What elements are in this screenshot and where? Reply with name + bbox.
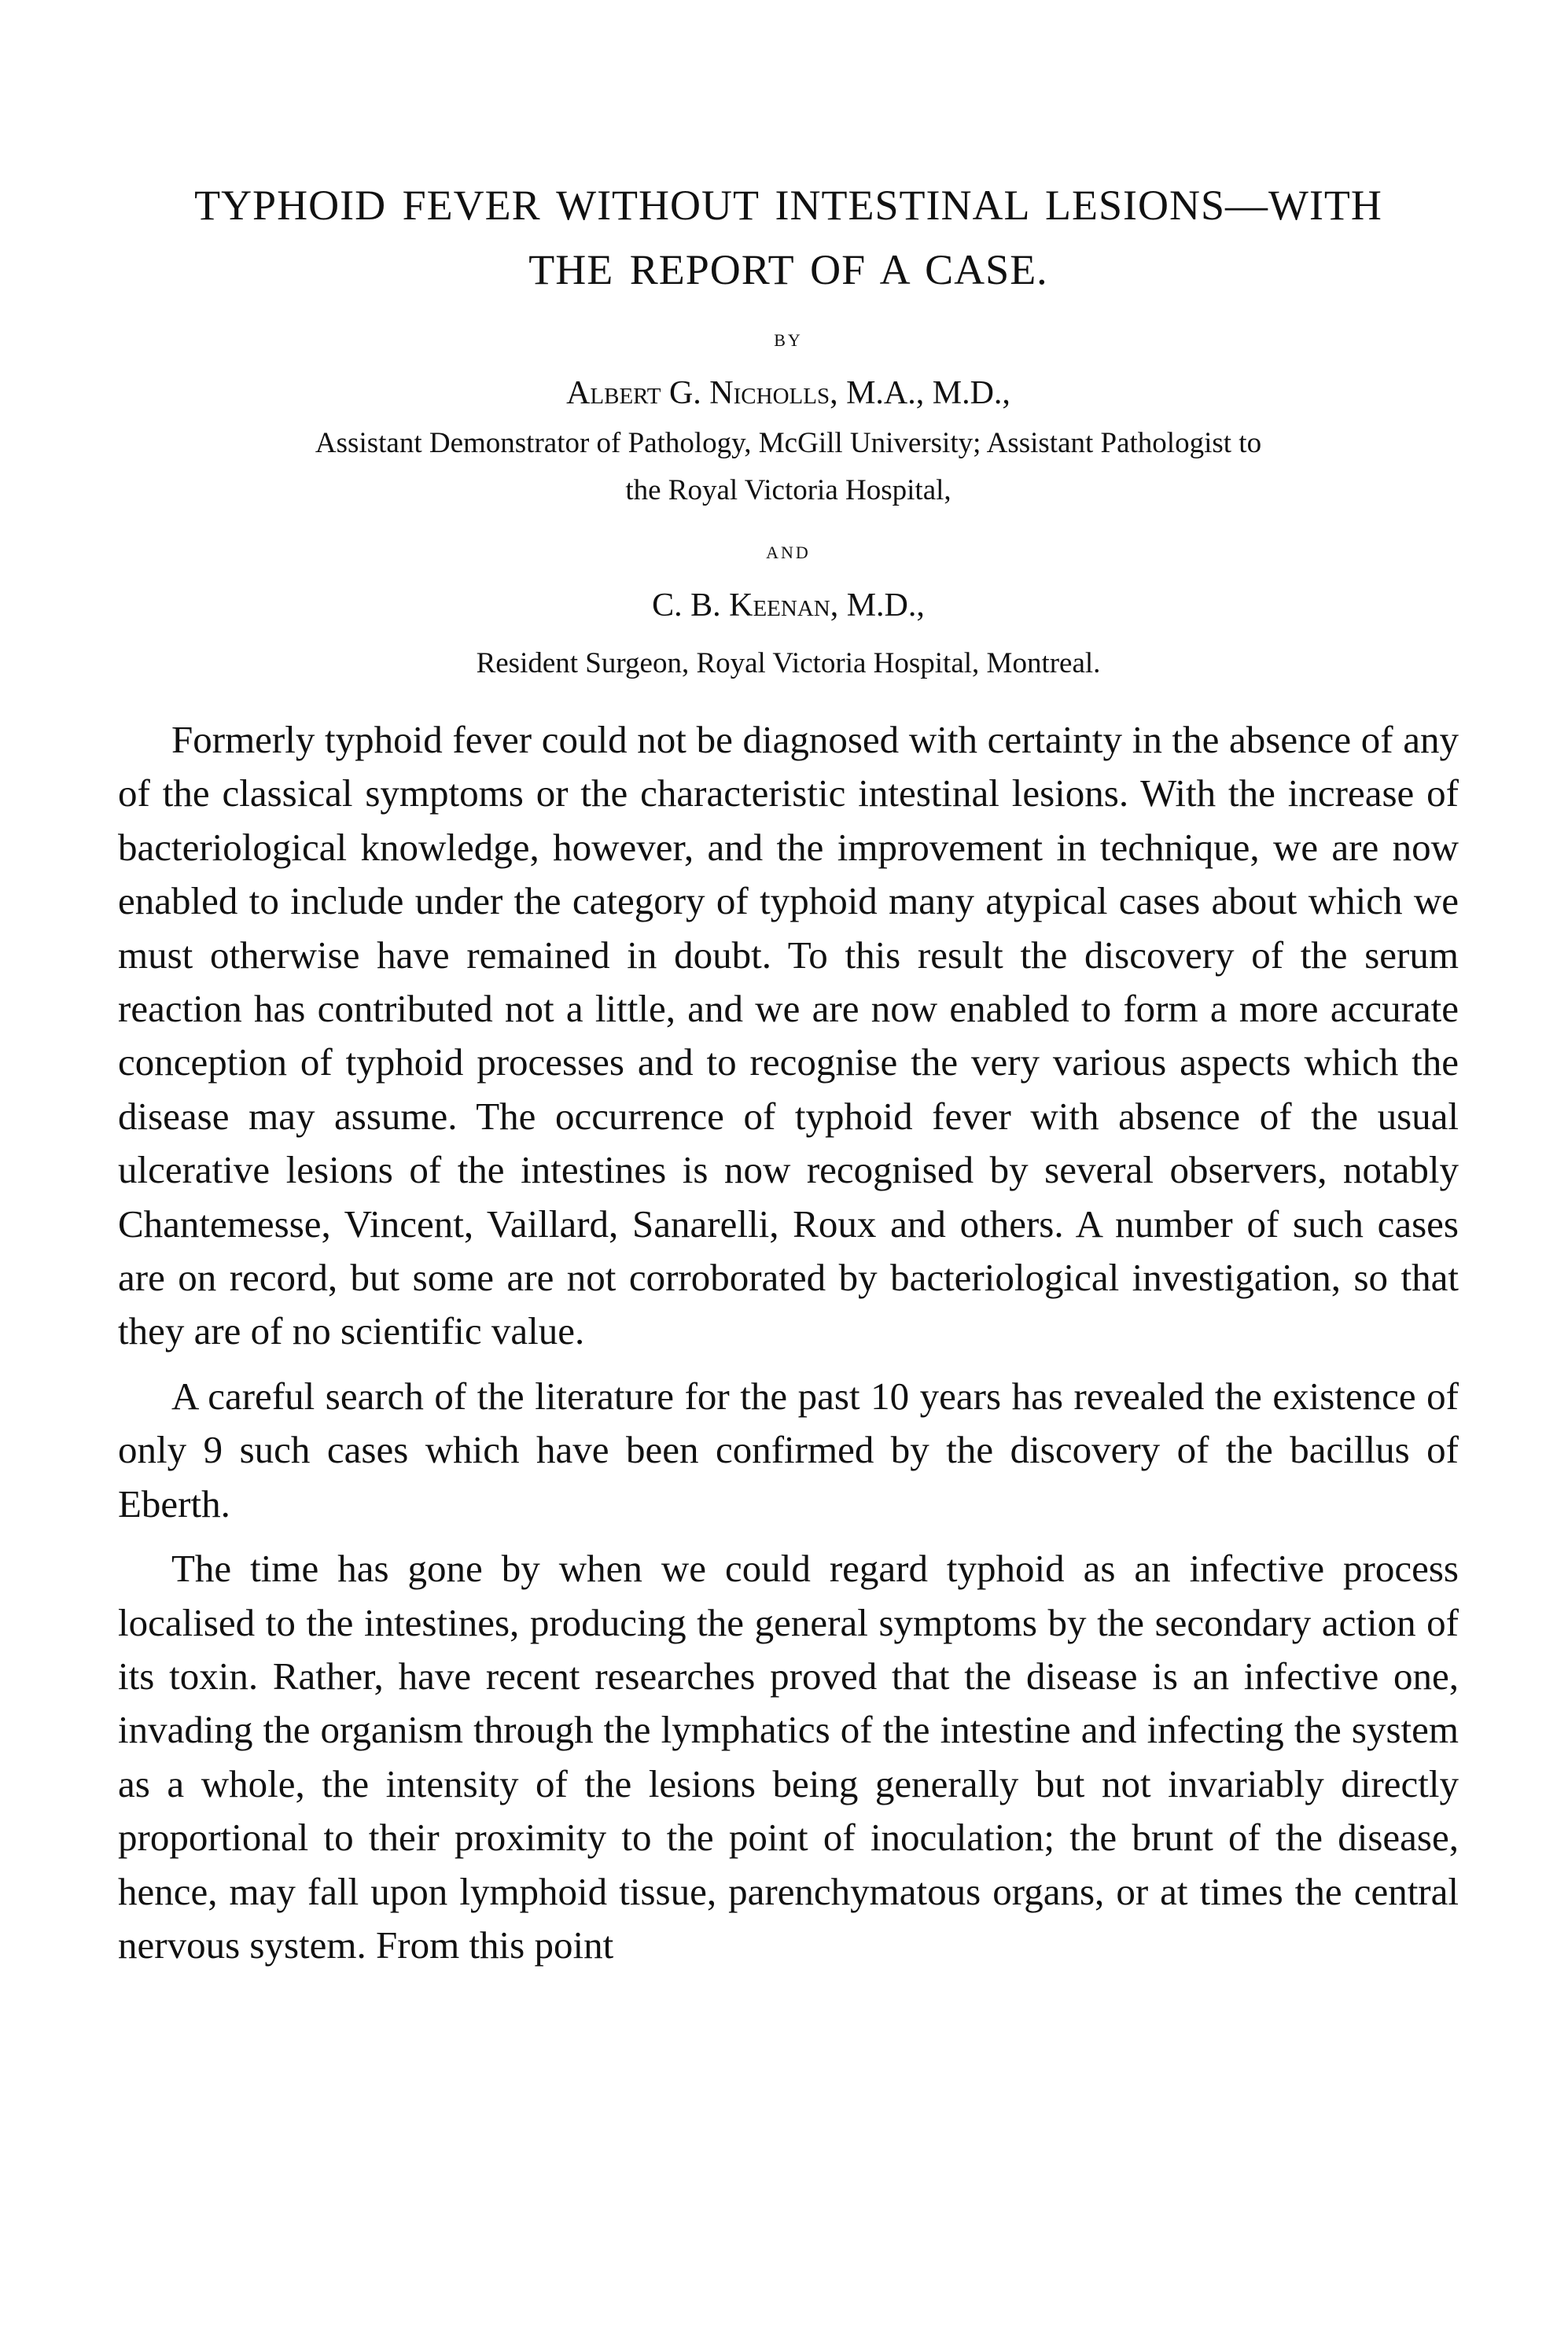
title-line-2: THE REPORT OF A CASE. (528, 246, 1048, 293)
paragraph-1: Formerly typhoid fever could not be diagnosed with certainty in the absence of any of the classical symptoms or the characteristic intestinal lesions. With the increase of bacteriological knowledge, however, and the improvement in technique, we are now enabled to include under the category of typhoid many atypical cases about which we must otherwise have remained in doubt. To this result the discovery of the serum reaction has contributed not a little, and we are now enabled to form a more accurate conception of typhoid processes and to recognise the very various aspects which the disease may assume. The occurrence of typhoid fever with absence of the usual ulcerative lesions of the intestines is now recognised by several observers, notably Chantemesse, Vincent, Vaillard, Sanarelli, Roux and others. A number of such cases are on record, but some are not corroborated by bacteriological investigation, so that they are of no scientific value. (118, 718, 1459, 1353)
article-title (118, 173, 1459, 302)
article-body (118, 713, 1459, 1972)
title-line-1: TYPHOID FEVER WITHOUT INTESTINAL LESIONS—WITH (194, 182, 1382, 229)
author-1-affiliation (118, 420, 1459, 514)
paragraph-3: The time has gone by when we could regard typhoid as an infective process localised to the intestines, producing the general symptoms by the secondary action of its toxin. Rather, have recent researches proved that the disease is an infective one, invading the organism through the lymphatics of the intestine and infecting the system as a whole, the intensity of the lesions being generally but not invariably directly proportional to their proximity to the point of inoculation; the brunt of the disease, hence, may fall upon lymphoid tissue, parenchymatous organs, or at times the central nervous system. From this point (118, 1547, 1459, 1967)
author-2-name: C. B. Keenan, M.D., (652, 587, 925, 624)
paragraph-2: A careful search of the literature for the past 10 years has revealed the existence of only 9 such cases which have been confirmed by the discovery of the bacillus of Eberth. (118, 1374, 1459, 1525)
author-conjunction: AND (766, 543, 811, 562)
author-2-affiliation: Resident Surgeon, Royal Victoria Hospital, Montreal. (476, 647, 1101, 679)
byline: BY (774, 330, 803, 350)
author-1-affiliation-line-2: the Royal Victoria Hospital, (625, 474, 951, 506)
article-page (118, 0, 1459, 1983)
author-1-affiliation-line-1: Assistant Demonstrator of Pathology, McGill University; Assistant Pathologist to (315, 427, 1262, 459)
author-1-name: Albert G. Nicholls, M.A., M.D., (566, 375, 1010, 411)
